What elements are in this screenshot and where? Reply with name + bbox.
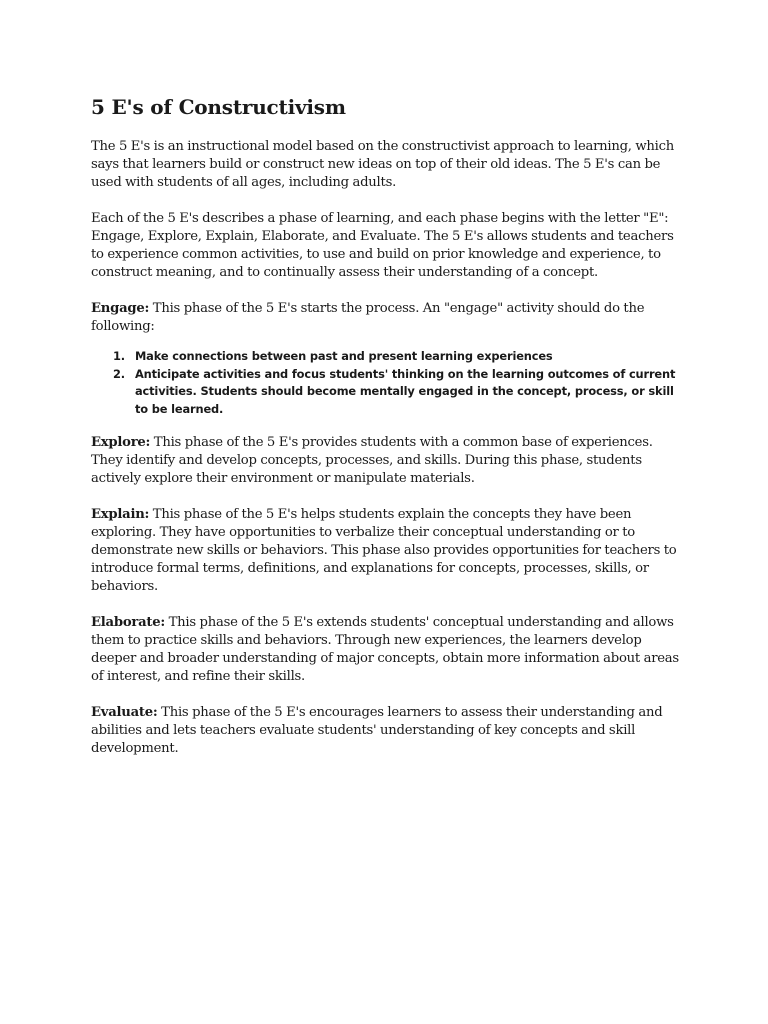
engage-list	[91, 348, 683, 418]
explain-paragraph	[91, 506, 683, 596]
document-title: 5 E's of Constructivism	[91, 95, 346, 119]
explore-label: Explore:	[91, 435, 151, 450]
intro-paragraph-1: The 5 E's is an instructional model based on the constructivist approach to learning, which says that learners build or construct new ideas on top of their old ideas. The 5 E's can be used with students of all ages, including adults.	[91, 139, 675, 190]
list-item-number: 2.	[113, 366, 125, 381]
evaluate-label: Evaluate:	[91, 705, 158, 720]
elaborate-paragraph	[91, 614, 683, 686]
list-item	[91, 366, 683, 419]
evaluate-paragraph	[91, 704, 683, 758]
list-item	[91, 348, 683, 366]
engage-paragraph	[91, 300, 683, 336]
document-page	[91, 94, 683, 776]
elaborate-text: This phase of the 5 E's extends students' conceptual understanding and allows them to practice skills and behaviors. Through new experiences, the learners develop deeper and broader understanding of major concepts, obtain more information about areas of interest, and refine their skills.	[91, 615, 679, 684]
elaborate-label: Elaborate:	[91, 615, 165, 630]
list-item-text: Make connections between past and present learning experiences	[135, 349, 553, 363]
engage-text: This phase of the 5 E's starts the process. An "engage" activity should do the following:	[91, 301, 645, 334]
explain-text: This phase of the 5 E's helps students explain the concepts they have been exploring. They have opportunities to verbalize their conceptual understanding or to demonstrate new skills or behaviors. This phase also provides opportunities for teachers to introduce formal terms, definitions, and explanations for concepts, processes, skills, or behaviors.	[91, 507, 677, 594]
explore-paragraph	[91, 434, 683, 488]
list-item-number: 1.	[113, 349, 125, 363]
explain-label: Explain:	[91, 507, 150, 522]
engage-label: Engage:	[91, 301, 150, 316]
intro-paragraph-2: Each of the 5 E's describes a phase of learning, and each phase begins with the letter "E": Engage, Explore, Explain, Elaborate, and Evaluate. The 5 E's allows students and teachers to experience common activities, to use and build on prior knowledge and experience, to construct meaning, and to continually assess their understanding of a concept.	[91, 211, 674, 280]
list-item-text: Anticipate activities and focus students' thinking on the learning outcomes of current activities. Students should become mentally engaged in the concept, process, or skill to be learned.	[135, 366, 676, 416]
explore-text: This phase of the 5 E's provides students with a common base of experiences. They identify and develop concepts, processes, and skills. During this phase, students actively explore their environment or manipulate materials.	[91, 435, 653, 486]
evaluate-text: This phase of the 5 E's encourages learners to assess their understanding and abilities and lets teachers evaluate students' understanding of key concepts and skill development.	[91, 705, 663, 756]
